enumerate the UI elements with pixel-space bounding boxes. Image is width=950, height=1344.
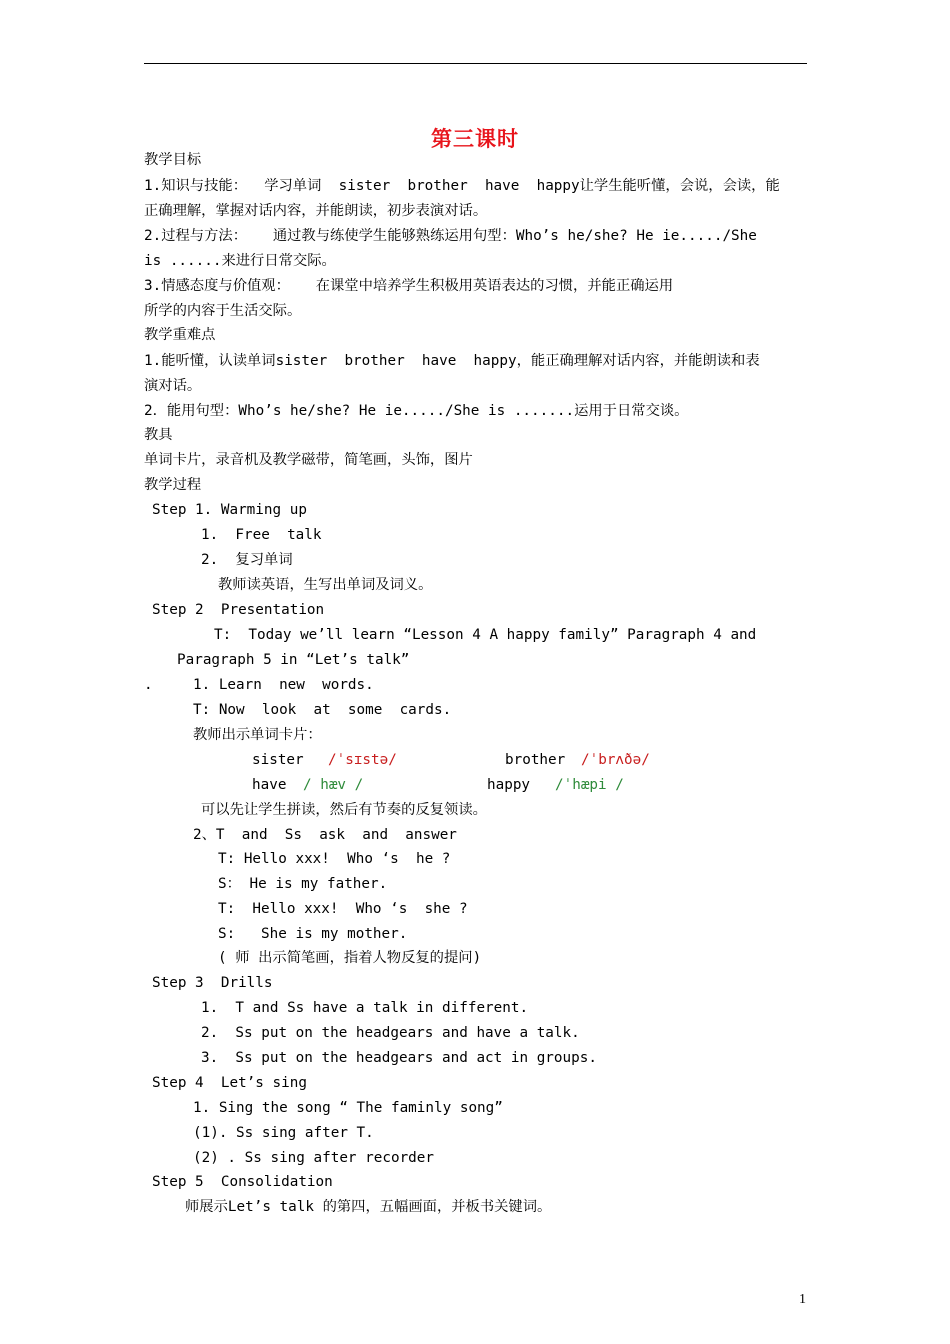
dialogue-line: S: She is my mother. — [218, 926, 408, 942]
stray-dot: . — [144, 677, 153, 693]
phonetic-have: / hæv / — [303, 777, 364, 793]
step-heading: Step 2 Presentation — [152, 602, 325, 618]
step-item: 教师出示单词卡片： — [193, 727, 322, 743]
key-point-line: 演对话。 — [144, 378, 202, 394]
objective-line: 正确理解，掌握对话内容，并能朗读，初步表演对话。 — [144, 203, 488, 219]
word-brother: brother — [505, 752, 566, 768]
step-item: (1). Ss sing after T. — [193, 1125, 374, 1141]
step-item: 1. Free talk — [201, 527, 322, 543]
phonetic-sister: /ˈsɪstə/ — [328, 752, 397, 768]
step-heading: Step 5 Consolidation — [152, 1174, 333, 1190]
step-item: 2、T and Ss ask and answer — [193, 827, 457, 843]
dialogue-line: S： He is my father. — [218, 876, 388, 892]
word-happy: happy — [487, 777, 531, 793]
step-item: 2. Ss put on the headgears and have a talk. — [201, 1025, 580, 1041]
materials-line: 单词卡片，录音机及教学磁带，简笔画，头饰，图片 — [144, 452, 473, 468]
objective-line: 2.过程与方法： 通过教与练使学生能够熟练运用句型：Who’s he/she? He ie...../She — [144, 228, 757, 244]
section-heading-key-points: 教学重难点 — [144, 327, 216, 343]
word-sister: sister — [252, 752, 304, 768]
step-item: 可以先让学生拼读，然后有节奏的反复领读。 — [201, 802, 487, 818]
word-have: have — [252, 777, 287, 793]
step-item: 1. Learn new words. — [193, 677, 374, 693]
step-item: 教师读英语，生写出单词及词义。 — [218, 577, 433, 593]
dialogue-line: T: Hello xxx! Who ‘s she ? — [218, 901, 468, 917]
step-item: 2. 复习单词 — [201, 552, 293, 568]
step-item: 3. Ss put on the headgears and act in groups. — [201, 1050, 597, 1066]
step-item: T: Today we’ll learn “Lesson 4 A happy family” Paragraph 4 and — [214, 627, 757, 643]
page-number: 1 — [799, 1292, 806, 1307]
objective-line: is ......来进行日常交际。 — [144, 253, 336, 269]
key-point-line: 2．能用句型：Who’s he/she? He ie...../She is .......运用于日常交谈。 — [144, 403, 689, 419]
key-point-line: 1.能听懂，认读单词sister brother have happy，能正确理解对话内容，并能朗读和表 — [144, 353, 760, 369]
step-item: 1. T and Ss have a talk in different. — [201, 1000, 529, 1016]
step-heading: Step 3 Drills — [152, 975, 273, 991]
phonetic-happy: /ˈhæpi / — [555, 777, 624, 793]
section-heading-objectives: 教学目标 — [144, 152, 202, 168]
phonetic-brother: /ˈbrʌðə/ — [581, 752, 650, 768]
step-item: Paragraph 5 in “Let’s talk” — [177, 652, 410, 668]
objective-line: 1.知识与技能： 学习单词 sister brother have happy让学生能听懂，会说，会读，能 — [144, 178, 780, 194]
step-heading: Step 4 Let’s sing — [152, 1075, 307, 1091]
objective-line: 3.情感态度与价值观： 在课堂中培养学生积极用英语表达的习惯，并能正确运用 — [144, 278, 674, 294]
section-heading-materials: 教具 — [144, 427, 173, 443]
header-rule — [144, 63, 807, 64]
step-item: 1. Sing the song “ The faminly song” — [193, 1100, 503, 1116]
step-heading: Step 1. Warming up — [152, 502, 307, 518]
step-item: ( 师 出示简笔画，指着人物反复的提问) — [218, 950, 482, 966]
step-item: 师展示Let’s talk 的第四，五幅画面，并板书关键词。 — [185, 1199, 552, 1215]
step-item: T: Now look at some cards. — [193, 702, 452, 718]
dialogue-line: T: Hello xxx! Who ‘s he ? — [218, 851, 451, 867]
objective-line: 所学的内容于生活交际。 — [144, 303, 302, 319]
step-item: (2) . Ss sing after recorder — [193, 1150, 435, 1166]
page-title: 第三课时 — [431, 126, 519, 151]
section-heading-process: 教学过程 — [144, 477, 202, 493]
